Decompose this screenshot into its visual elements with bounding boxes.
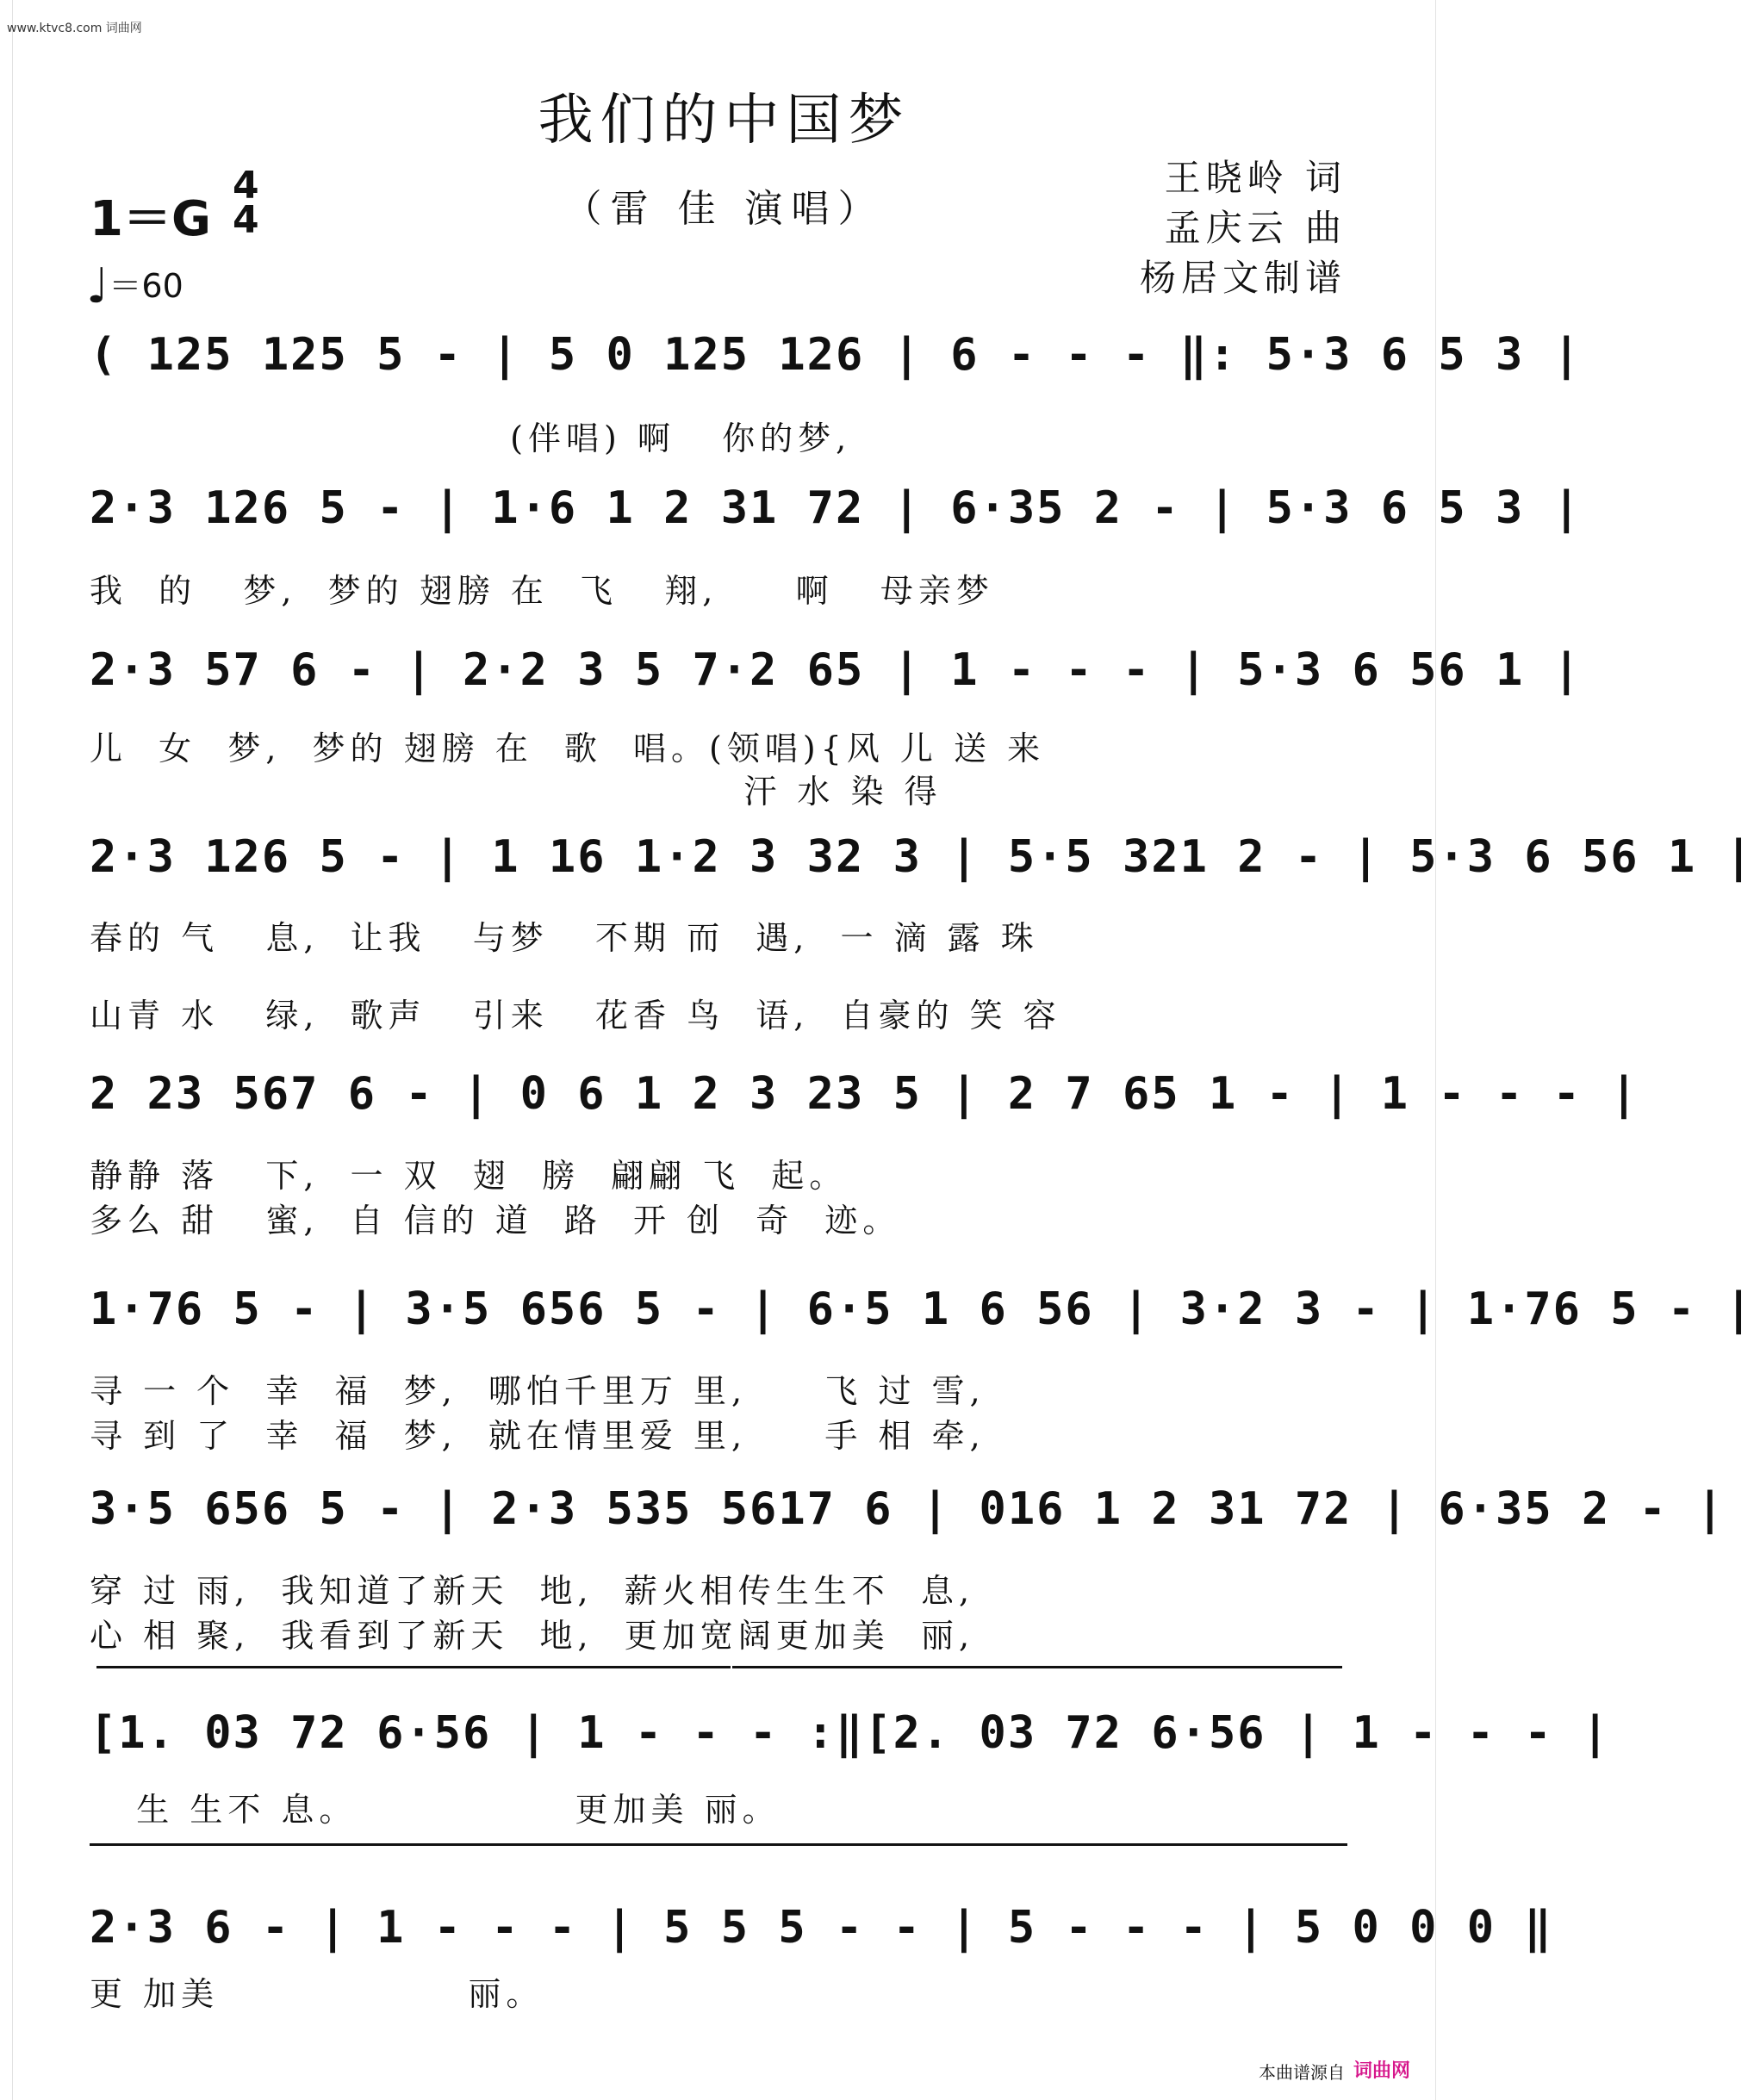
- lyric-line-3a: 儿 女 梦, 梦的 翅膀 在 歌 唱。(领唱){风 儿 送 来: [90, 730, 1046, 767]
- music-line-2: 2·3 126 5 - | 1·6 1 2 31 72 | 6·35 2 - | 5·3 6 5 3 |: [90, 482, 1582, 534]
- lyric-line-9a: 更 加美 丽。: [90, 1975, 544, 2013]
- credit-composer: 孟庆云 曲: [1164, 207, 1347, 249]
- music-line-9: 2·3 6 - | 1 - - - | 5 5 5 - - | 5 - - - | 5 0 0 0 ‖: [90, 1902, 1553, 1954]
- music-line-3: 2·3 57 6 - | 2·2 3 5 7·2 65 | 1 - - - | 5·3 6 56 1 |: [90, 644, 1582, 696]
- key-signature: 1＝G: [90, 191, 211, 247]
- song-title: 我们的中国梦: [538, 89, 911, 152]
- tempo-text: ＝60: [109, 267, 183, 305]
- lyric-line-7b: 心 相 聚, 我看到了新天 地, 更加宽阔更加美 丽,: [90, 1617, 975, 1655]
- music-line-4: 2·3 126 5 - | 1 16 1·2 3 32 3 | 5·5 321 2 - | 5·3 6 56 1 |: [90, 831, 1754, 883]
- lyric-line-2a: 我 的 梦, 梦的 翅膀 在 飞 翔, 啊 母亲梦: [90, 572, 994, 610]
- coda-separator-line: [90, 1843, 1347, 1846]
- site-url: www.ktvc8.com 词曲网: [7, 22, 142, 35]
- source-site-link[interactable]: 词曲网: [1353, 2060, 1410, 2082]
- tempo-marking: [86, 258, 183, 314]
- lyric-line-8a: 生 生不 息。 更加美 丽。: [90, 1791, 781, 1829]
- lyric-line-4a: 春的 气 息, 让我 与梦 不期 而 遇, 一 滴 露 珠: [90, 919, 1039, 957]
- time-signature: [233, 164, 259, 242]
- credit-lyricist: 王晓岭 词: [1164, 157, 1347, 199]
- time-signature-bottom: 4: [233, 198, 259, 242]
- music-line-1: ( 125 125 5 - | 5 0 125 126 | 6 - - - ‖: 5·3 6 5 3 |: [90, 329, 1582, 381]
- music-line-8: [1. 03 72 6·56 | 1 - - - :‖[2. 03 72 6·56 | 1 - - - |: [90, 1707, 1611, 1759]
- lyric-line-6a: 寻 一 个 幸 福 梦, 哪怕千里万 里, 飞 过 雪,: [90, 1372, 986, 1410]
- volta-bracket-2: [732, 1666, 1342, 1668]
- lyric-line-1a: (伴唱) 啊 你的梦,: [90, 419, 852, 457]
- credit-transcriber: 杨居文制谱: [1139, 257, 1347, 299]
- quarter-note-icon: ♩: [86, 258, 109, 314]
- music-line-7: 3·5 656 5 - | 2·3 535 5617 6 | 016 1 2 31 72 | 6·35 2 - |: [90, 1483, 1726, 1535]
- lyric-line-5b: 多么 甜 蜜, 自 信的 道 路 开 创 奇 迹。: [90, 1202, 901, 1239]
- lyric-line-5a: 静静 落 下, 一 双 翅 膀 翩翩 飞 起。: [90, 1157, 848, 1195]
- music-line-6: 1·76 5 - | 3·5 656 5 - | 6·5 1 6 56 | 3·2 3 - | 1·76 5 - |: [90, 1283, 1754, 1335]
- music-line-5: 2 23 567 6 - | 0 6 1 2 3 23 5 | 2 7 65 1 - | 1 - - - |: [90, 1068, 1639, 1120]
- lyric-line-6b: 寻 到 了 幸 福 梦, 就在情里爱 里, 手 相 牵,: [90, 1417, 986, 1455]
- source-note: 本曲谱源自: [1259, 2062, 1345, 2083]
- volta-bracket-1: [96, 1666, 731, 1668]
- lyric-line-4b: 山青 水 绿, 歌声 引来 花香 鸟 语, 自豪的 笑 容: [90, 997, 1061, 1034]
- lyric-line-7a: 穿 过 雨, 我知道了新天 地, 薪火相传生生不 息,: [90, 1572, 975, 1610]
- right-margin-strip: [1435, 0, 1448, 2100]
- lyric-line-3b: 汗 水 染 得: [90, 773, 942, 811]
- left-margin-strip: [0, 0, 13, 2100]
- performer-line: （雷 佳 演唱）: [563, 187, 885, 231]
- time-signature-top: 4: [233, 164, 259, 208]
